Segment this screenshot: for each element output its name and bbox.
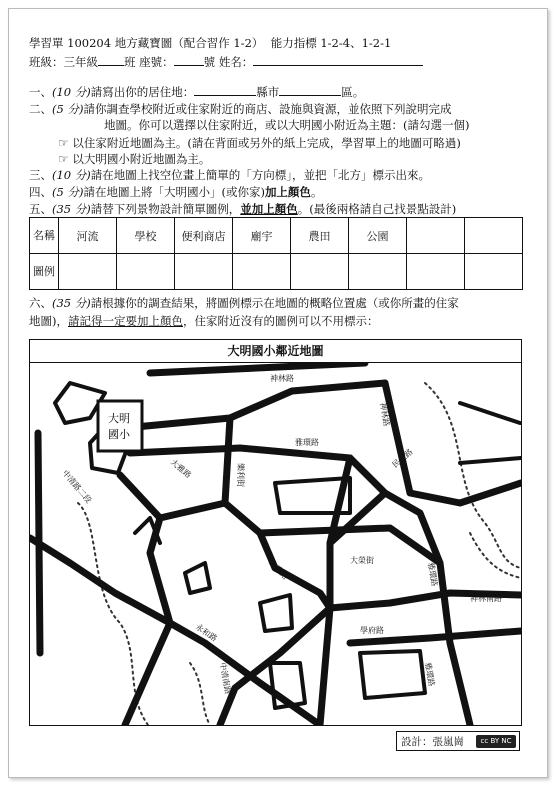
pointing-hand-icon: ☞: [58, 136, 69, 150]
legend-symbol-cell[interactable]: [465, 254, 523, 290]
school-block: [98, 401, 142, 451]
pointing-hand-icon: ☞: [58, 152, 69, 166]
street-label: 中清南路: [218, 661, 233, 695]
school-label: 國小: [108, 428, 130, 441]
question-3: 三、(10 分)請在地圖上找空位畫上簡單的「方向標」，並把「北方」標示出來。: [29, 168, 431, 182]
street-label: 雅環路: [423, 661, 437, 687]
question-4: 四、(5 分)請在地圖上將「大明國小」(或你家)加上顏色。: [29, 185, 323, 199]
legend-name-cell: 便利商店: [175, 218, 233, 254]
legend-symbol-cell[interactable]: [233, 254, 291, 290]
county-blank[interactable]: [194, 84, 256, 96]
legend-symbol-header: 圖例: [30, 254, 59, 290]
school-label: 大明: [108, 412, 130, 425]
legend-name-cell[interactable]: 公園: [349, 218, 407, 254]
street-label: 學府路: [360, 626, 384, 635]
creative-commons-badge: cc BY NC: [476, 735, 516, 748]
legend-symbol-cell[interactable]: [349, 254, 407, 290]
legend-symbol-cell[interactable]: [175, 254, 233, 290]
street-label: 雅環路: [295, 438, 319, 447]
legend-name-cell: 農田: [291, 218, 349, 254]
street-label: 大榮街: [350, 556, 374, 565]
legend-symbol-cell[interactable]: [117, 254, 175, 290]
street-label: 神林南路: [470, 594, 502, 603]
map-box: [29, 339, 522, 726]
legend-name-cell: 學校: [117, 218, 175, 254]
question-5: 五、(35 分)請替下列景物設計簡單圖例，並加上顏色。(最後兩格請自己找景點設計): [29, 202, 457, 216]
map-title: 大明國小鄰近地圖: [30, 340, 521, 363]
legend-symbol-cell[interactable]: [59, 254, 117, 290]
street-label: 大雅路: [168, 457, 193, 480]
legend-name-cell[interactable]: [407, 218, 465, 254]
designer-credit: 設計：張嵐崗 cc BY NC: [396, 731, 520, 751]
street-label: 樂利街: [236, 463, 245, 487]
worksheet-title: 學習單 100204 地方藏寶圖（配合習作 1-2） 能力指標 1-2-4、1-2-1: [29, 36, 392, 50]
street-label: 中清路二段: [60, 468, 94, 505]
legend-name-cell: 河流: [59, 218, 117, 254]
student-info-line: 班級：三年級 班 座號： 號 姓名：: [29, 54, 423, 69]
seat-blank[interactable]: [174, 54, 204, 66]
legend-name-cell: 廟宇: [233, 218, 291, 254]
question-2-line-2: 地圖。你可以選擇以住家附近，或以大明國小附近為主題：(請勾選一個): [104, 118, 470, 132]
class-blank[interactable]: [98, 54, 124, 66]
district-blank[interactable]: [279, 84, 341, 96]
street-label: 大雅路: [266, 558, 290, 582]
question-1: 一、(10 分)請寫出你的居住地： 縣市 區。: [29, 85, 365, 99]
legend-name-header: 名稱: [30, 218, 59, 254]
neighborhood-map[interactable]: [30, 363, 521, 725]
legend-table: [29, 217, 523, 290]
street-label: 神林路: [270, 374, 294, 383]
street-label: 雅環路: [426, 561, 440, 587]
question-2-option-1[interactable]: ☞ 以住家附近地圖為主。(請在背面或另外的紙上完成，學習單上的地圖可略過): [58, 136, 461, 150]
question-2-line-1: 二、(5 分)請你調查學校附近或住家附近的商店、設施與資源，並依照下列說明完成: [29, 102, 452, 116]
legend-symbol-cell[interactable]: [407, 254, 465, 290]
name-blank[interactable]: [253, 54, 423, 66]
legend-name-cell[interactable]: [465, 218, 523, 254]
question-6-line-2: 地圖)，請記得一定要加上顏色，住家附近沒有的圖例可以不用標示：: [29, 314, 379, 328]
legend-symbol-cell[interactable]: [291, 254, 349, 290]
street-label: 永和路: [193, 622, 219, 644]
street-label: 民生路: [390, 447, 415, 470]
question-2-option-2[interactable]: ☞ 以大明國小附近地圖為主。: [58, 152, 211, 166]
street-label: 神林路: [378, 401, 392, 427]
question-6-line-1: 六、(35 分)請根據你的調查結果，將圖例標示在地圖的概略位置處（或你所畫的住家: [29, 296, 459, 310]
